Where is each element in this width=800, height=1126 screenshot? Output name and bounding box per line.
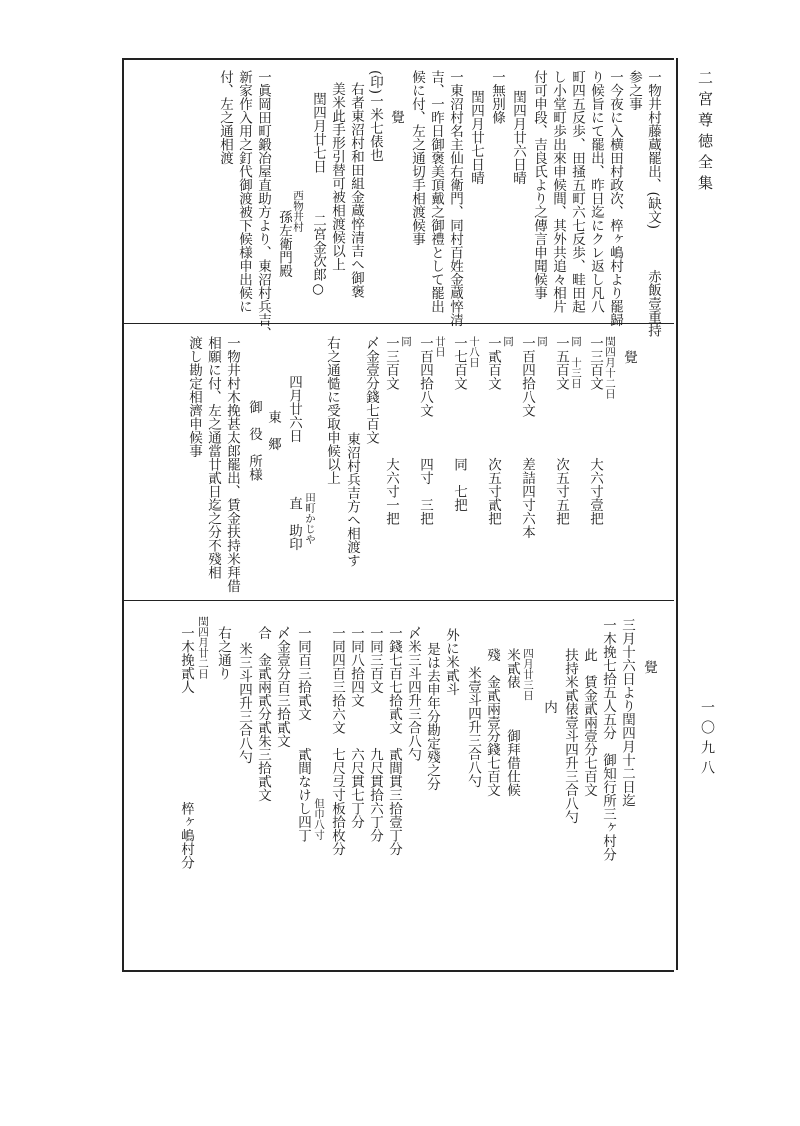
ledger-line: 一同四百三拾六文 七尺弖寸板拾枚分 bbox=[329, 626, 345, 856]
text-column: 新家作入用之釘代御渡被下候様申出候に bbox=[236, 70, 252, 313]
issuer-place: 田町かじや bbox=[304, 492, 316, 545]
date-label: 閏四月十二日 bbox=[604, 336, 616, 399]
ledger-line: 殘 金貳兩壹分錢七百文 bbox=[484, 648, 500, 797]
date-label: 閏四月廿二日 bbox=[197, 616, 209, 679]
ledger-line: 一同三百文 九尺貫拾六丁分 bbox=[367, 626, 383, 842]
series-title: 二宮尊徳全集 bbox=[696, 70, 714, 196]
text-column: 一無別條 bbox=[489, 70, 505, 124]
heading-oboe: 覺 bbox=[388, 110, 404, 124]
text-column: 右之通慥に受取申候以上 bbox=[324, 336, 340, 485]
ledger-total: 合 金貳兩貳分貳朱三拾貳文 bbox=[255, 626, 271, 802]
recipient-line: 東 郷 bbox=[265, 410, 281, 451]
ledger-line: 一同八拾四文 六尺貫七丁分 bbox=[348, 626, 364, 829]
ledger-line: 一七百文 同 七把 bbox=[451, 336, 467, 512]
page-number: 一〇九八 bbox=[699, 700, 715, 780]
recipient-line: 御 役 所様 bbox=[246, 400, 262, 481]
ledger-line: 一貳百文 次五寸貳把 bbox=[485, 336, 501, 525]
ledger-total: 米三斗四升三合八勺 bbox=[236, 642, 252, 764]
frame-top-rule bbox=[122, 58, 674, 60]
text-column: 一物井村藤蔵罷出、(缺文) 赤飯壹重持 bbox=[645, 70, 661, 338]
text-column: 候に付、左之通切手相渡候事 bbox=[409, 70, 425, 246]
text-column: 右者東沼村和田組金蔵悴清吉へ御褒 bbox=[348, 82, 364, 298]
ledger-line: 米貳俵 御拜借仕候 bbox=[504, 648, 520, 797]
ledger-total: 〆金壹分百三拾貳文 bbox=[274, 626, 290, 748]
text-column: (印)一米七俵也 bbox=[367, 70, 383, 162]
text-column: 東沼村兵吉方へ相渡す bbox=[344, 432, 360, 567]
text-column: 是は去申年分勘定殘之分 bbox=[424, 642, 440, 791]
ledger-total: 〆米三斗四升三合八勺 bbox=[405, 626, 421, 761]
text-column: 渡し勘定相濟申候事 bbox=[186, 336, 202, 458]
date-column: 閏四月廿七日晴 bbox=[468, 90, 484, 185]
date-label: 廿日 bbox=[434, 336, 446, 357]
date-label: 十八日 bbox=[468, 336, 480, 368]
recipient-name: 孫左衛門殿 bbox=[276, 210, 292, 278]
ledger-line: 扶持米貳俵壹斗四升三合八勺 bbox=[562, 648, 578, 824]
frame-bottom-rule bbox=[122, 970, 674, 972]
ledger-line: 一木挽貳人 椊ヶ嶋村分 bbox=[178, 626, 194, 869]
text-column: 一今夜に入横田村政次、椊ヶ嶋村より罷歸 bbox=[607, 70, 623, 327]
ledger-line: 内 bbox=[541, 700, 557, 714]
text-column: 町四五反歩、田掻五町六七反歩、畦田起 bbox=[569, 70, 585, 313]
date-label: 同 bbox=[536, 336, 548, 347]
date-label: 四月廿三日 bbox=[522, 648, 534, 701]
date-label: 同 bbox=[502, 336, 514, 347]
date-label: 同 十三日 bbox=[570, 336, 582, 389]
text-column: し小堂町歩出來申候間、其外共追々相片 bbox=[550, 70, 566, 313]
signature-line: 四月廿六日 直 助印 bbox=[286, 375, 302, 551]
section-divider-2 bbox=[122, 600, 674, 601]
text-column: 一眞岡田町鍛冶屋直助方より、東沼村兵吉、 bbox=[255, 70, 271, 340]
date-range: 三月十六日より閏四月十二日迄 bbox=[619, 618, 635, 807]
text-column: り候旨にて罷出、昨日迄にクレ返し凡八 bbox=[588, 70, 604, 313]
text-column: 美米此手形引替可被相渡候以上 bbox=[329, 82, 345, 271]
ledger-line: 米壹斗四升三合八勺 bbox=[465, 666, 481, 788]
text-column: 付可申段、吉良氏より之傳言申聞候事 bbox=[531, 70, 547, 300]
signature-line: 閏四月廿七日 二宮金次郎○ bbox=[310, 92, 326, 297]
text-column: 一東沼村名主仙右衛門、同村百姓金蔵悴清 bbox=[447, 70, 463, 327]
date-label: 同 bbox=[400, 336, 412, 347]
ledger-line: 此 賃金貳兩壹分七百文 bbox=[581, 648, 597, 797]
heading-oboe: 覺 bbox=[621, 350, 637, 364]
text-column: 吉、一昨日御褒美頂戴之御禮として罷出 bbox=[428, 70, 444, 313]
text-column: 付、左之通相渡 bbox=[217, 70, 233, 165]
ledger-total: 〆金壹分錢七百文 bbox=[363, 336, 379, 444]
ledger-line: 一木挽七拾五人五分 御知行所三ヶ村分 bbox=[600, 618, 616, 861]
ledger-line: 一同百三拾貳文 貳間なけし四丁 bbox=[295, 626, 311, 842]
text-column: 外に米貳斗 bbox=[443, 628, 459, 696]
ledger-line: 一百四拾八文 四寸 三把 bbox=[417, 336, 433, 525]
text-column: 相願に付、左之通當廿貳日迄之分不殘相 bbox=[205, 336, 221, 579]
text-column: 一物井村木挽甚太郎罷出、賃金扶持米拜借 bbox=[224, 336, 240, 593]
heading-oboe: 覺 bbox=[641, 660, 657, 674]
text-column: 右之通り bbox=[215, 626, 231, 680]
text-column: 参之事 bbox=[626, 70, 642, 111]
ledger-line: 一三百文 大六寸壹把 bbox=[587, 336, 603, 525]
date-column: 閏四月廿六日晴 bbox=[510, 90, 526, 185]
recipient-village: 西物井村 bbox=[292, 190, 304, 232]
section-divider-1 bbox=[122, 323, 674, 324]
ledger-note: 但巾八寸 bbox=[313, 798, 325, 840]
ledger-line: 一百四拾八文 差詰四寸六本 bbox=[519, 336, 535, 539]
ledger-line: 一五百文 次五寸五把 bbox=[553, 336, 569, 525]
ledger-line: 一三百文 大六寸一把 bbox=[383, 336, 399, 525]
ledger-line: 一錢七百七拾貳文 貳間貫三拾壹丁分 bbox=[386, 626, 402, 856]
